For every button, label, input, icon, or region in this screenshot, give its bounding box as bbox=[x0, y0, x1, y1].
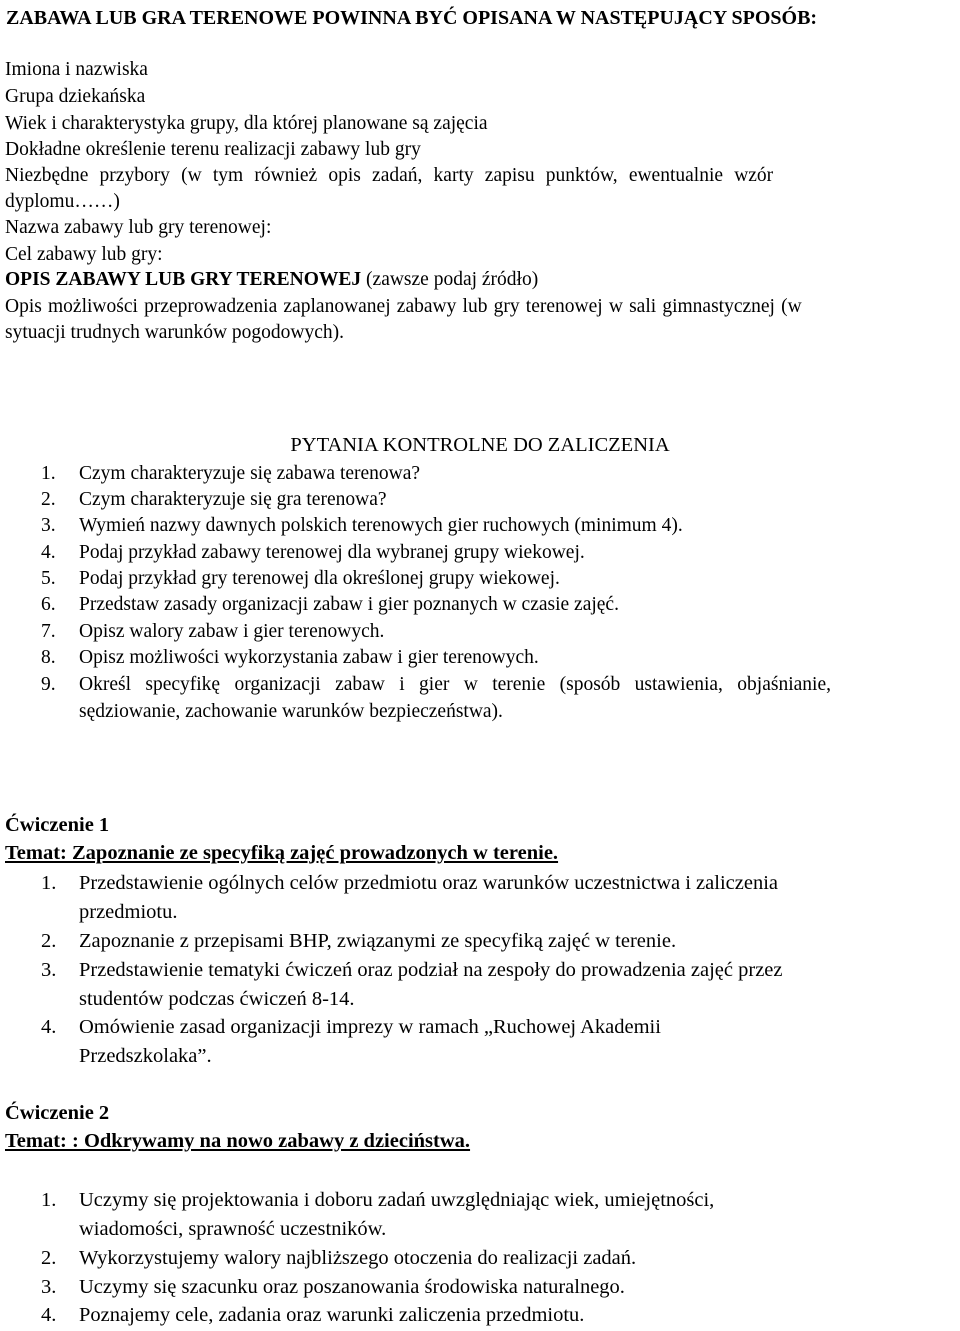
requirement-line: Cel zabawy lub gry: bbox=[5, 244, 163, 265]
list-item-continuation: przedmiotu. bbox=[79, 901, 178, 923]
list-item: 2. Czym charakteryzuje się gra terenowa? bbox=[41, 489, 387, 510]
exercise-1-topic: Temat: Zapoznanie ze specyfiką zajęć prowadzonych w terenie. bbox=[5, 842, 559, 864]
requirement-line: Grupa dziekańska bbox=[5, 86, 146, 107]
requirement-line bbox=[5, 270, 538, 290]
requirement-line: Nazwa zabawy lub gry terenowej: bbox=[5, 217, 272, 238]
list-item-continuation: Przedszkolaka”. bbox=[79, 1045, 212, 1067]
list-item: 1. Uczymy się projektowania i doboru zadań uwzględniając wiek, umiejętności, bbox=[41, 1189, 715, 1211]
list-item: 4. Omówienie zasad organizacji imprezy w ramach „Ruchowej Akademii bbox=[41, 1016, 661, 1038]
list-item: 2. Zapoznanie z przepisami BHP, związanymi ze specyfiką zajęć w terenie. bbox=[41, 930, 677, 952]
requirement-line: sytuacji trudnych warunków pogodowych). bbox=[5, 322, 345, 343]
questions-heading: PYTANIA KONTROLNE DO ZALICZENIA bbox=[290, 434, 670, 456]
list-item: 9. Określ specyfikę organizacji zabaw i gier w terenie (sposób ustawienia, objaśnianie, bbox=[41, 674, 831, 695]
exercise-2-heading: Ćwiczenie 2 bbox=[5, 1102, 110, 1124]
exercise-1-heading: Ćwiczenie 1 bbox=[5, 814, 110, 836]
exercise-2-topic: Temat: : Odkrywamy na nowo zabawy z dzieciństwa. bbox=[5, 1130, 471, 1152]
list-item: 4. Poznajemy cele, zadania oraz warunki zaliczenia przedmiotu. bbox=[41, 1304, 585, 1326]
list-item-continuation: sędziowanie, zachowanie warunków bezpieczeństwa). bbox=[79, 701, 503, 722]
requirement-line: Imiona i nazwiska bbox=[5, 59, 148, 80]
document-title: ZABAWA LUB GRA TERENOWE POWINNA BYĆ OPISANA W NASTĘPUJĄCY SPOSÓB: bbox=[6, 7, 818, 29]
list-item: 2. Wykorzystujemy walory najbliższego otoczenia do realizacji zadań. bbox=[41, 1247, 637, 1269]
requirement-line: Wiek i charakterystyka grupy, dla której planowane są zajęcia bbox=[5, 113, 488, 134]
requirement-line: Dokładne określenie terenu realizacji zabawy lub gry bbox=[5, 139, 421, 160]
list-item-continuation: studentów podczas ćwiczeń 8-14. bbox=[79, 988, 355, 1010]
description-note: (zawsze podaj źródło) bbox=[361, 269, 539, 290]
list-item: 6. Przedstaw zasady organizacji zabaw i gier poznanych w czasie zajęć. bbox=[41, 594, 619, 615]
list-item: 3. Wymień nazwy dawnych polskich terenowych gier ruchowych (minimum 4). bbox=[41, 515, 683, 536]
list-item: 5. Podaj przykład gry terenowej dla określonej grupy wiekowej. bbox=[41, 568, 560, 589]
list-item: 7. Opisz walory zabaw i gier terenowych. bbox=[41, 621, 385, 642]
list-item: 3. Przedstawienie tematyki ćwiczeń oraz podział na zespoły do prowadzenia zajęć przez bbox=[41, 959, 783, 981]
description-heading: OPIS ZABAWY LUB GRY TERENOWEJ bbox=[5, 269, 362, 290]
requirement-line: Niezbędne przybory (w tym również opis zadań, karty zapisu punktów, ewentualnie wzór bbox=[5, 165, 774, 186]
list-item: 4. Podaj przykład zabawy terenowej dla wybranej grupy wiekowej. bbox=[41, 542, 585, 563]
requirement-line: Opis możliwości przeprowadzenia zaplanowanej zabawy lub gry terenowej w sali gimnastycznej (w bbox=[5, 296, 802, 317]
list-item: 1. Przedstawienie ogólnych celów przedmiotu oraz warunków uczestnictwa i zaliczenia bbox=[41, 872, 778, 894]
list-item: 1. Czym charakteryzuje się zabawa terenowa? bbox=[41, 463, 421, 484]
list-item-continuation: wiadomości, sprawność uczestników. bbox=[79, 1218, 387, 1240]
requirement-line: dyplomu……) bbox=[5, 191, 120, 212]
list-item: 3. Uczymy się szacunku oraz poszanowania środowiska naturalnego. bbox=[41, 1276, 625, 1298]
list-item: 8. Opisz możliwości wykorzystania zabaw i gier terenowych. bbox=[41, 647, 539, 668]
